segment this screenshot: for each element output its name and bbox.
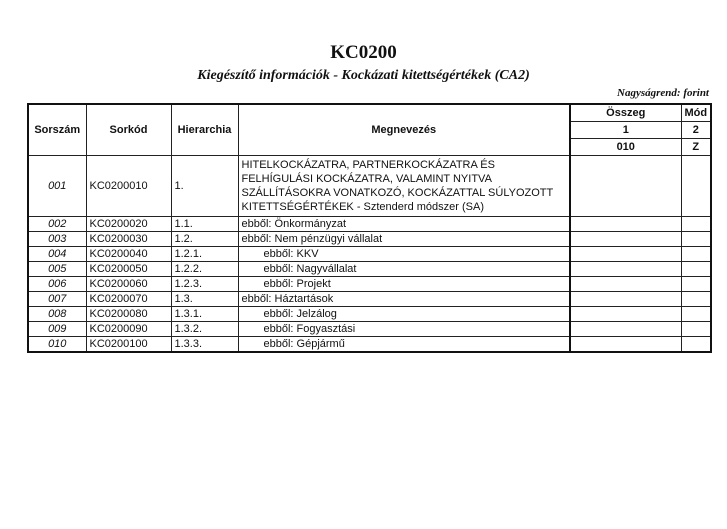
row-mod-value[interactable] [681,262,711,277]
row-sorszam: 008 [28,307,86,322]
row-sorkod: KC0200040 [86,247,171,262]
row-mod-value[interactable] [681,277,711,292]
unit-label: Nagyságrend: forint [617,87,709,99]
row-hierarchia: 1.2.1. [171,247,238,262]
row-sorszam: 007 [28,292,86,307]
row-mod-value[interactable] [681,217,711,232]
header-hierarchia: Hierarchia [171,104,238,156]
row-mod-value[interactable] [681,292,711,307]
row-sorszam: 006 [28,277,86,292]
header-mod-code: Z [681,139,711,156]
row-sorszam: 004 [28,247,86,262]
row-sorszam: 009 [28,322,86,337]
page-title: KC0200 [330,42,397,63]
table-row [28,337,711,353]
row-megnevezes: ebből: Háztartások [238,292,570,307]
row-osszeg-value[interactable] [570,277,681,292]
row-osszeg-value[interactable] [570,292,681,307]
row-hierarchia: 1.3.2. [171,322,238,337]
row-osszeg-value[interactable] [570,262,681,277]
row-mod-value[interactable] [681,247,711,262]
row-megnevezes: ebből: Nagyvállalat [238,262,570,277]
header-sorszam: Sorszám [28,104,86,156]
header-megnevezes: Megnevezés [238,104,570,156]
table-row [28,307,711,322]
table-row [28,277,711,292]
table-row [28,156,711,217]
report-table [27,103,712,353]
row-megnevezes: ebből: Nem pénzügyi vállalat [238,232,570,247]
row-mod-value[interactable] [681,232,711,247]
row-sorkod: KC0200050 [86,262,171,277]
row-megnevezes: ebből: KKV [238,247,570,262]
table-row [28,232,711,247]
row-osszeg-value[interactable] [570,247,681,262]
row-sorszam: 002 [28,217,86,232]
row-sorkod: KC0200030 [86,232,171,247]
row-sorkod: KC0200020 [86,217,171,232]
row-megnevezes: ebből: Önkormányzat [238,217,570,232]
header-mod: Mód [681,104,711,122]
row-mod-value[interactable] [681,322,711,337]
row-sorkod: KC0200080 [86,307,171,322]
table-row [28,262,711,277]
row-osszeg-value[interactable] [570,156,681,217]
row-hierarchia: 1.2.3. [171,277,238,292]
table-row [28,247,711,262]
row-hierarchia: 1.2. [171,232,238,247]
row-mod-value[interactable] [681,337,711,353]
row-megnevezes: HITELKOCKÁZATRA, PARTNERKOCKÁZATRA ÉS FELHÍGULÁSI KOCKÁZATRA, VALAMINT NYITVA SZÁLLÍTÁSOKRA VONATKOZÓ, KOCKÁZATTAL SÚLYOZOTT KITETTSÉGÉRTÉKEK - Sztenderd módszer (SA) [238,156,570,217]
row-sorszam: 010 [28,337,86,353]
header-osszeg-col: 1 [570,122,681,139]
row-sorkod: KC0200090 [86,322,171,337]
row-sorkod: KC0200010 [86,156,171,217]
row-sorkod: KC0200070 [86,292,171,307]
row-hierarchia: 1.2.2. [171,262,238,277]
row-sorkod: KC0200100 [86,337,171,353]
row-osszeg-value[interactable] [570,232,681,247]
row-mod-value[interactable] [681,156,711,217]
table-row [28,217,711,232]
row-osszeg-value[interactable] [570,307,681,322]
row-sorszam: 001 [28,156,86,217]
row-hierarchia: 1.3. [171,292,238,307]
row-hierarchia: 1.3.1. [171,307,238,322]
row-mod-value[interactable] [681,307,711,322]
row-hierarchia: 1. [171,156,238,217]
row-sorszam: 003 [28,232,86,247]
table-row [28,322,711,337]
row-megnevezes: ebből: Jelzálog [238,307,570,322]
row-megnevezes: ebből: Projekt [238,277,570,292]
row-megnevezes: ebből: Fogyasztási [238,322,570,337]
row-osszeg-value[interactable] [570,337,681,353]
header-sorkod: Sorkód [86,104,171,156]
page-subtitle: Kiegészítő információk - Kockázati kitettségértékek (CA2) [197,68,530,83]
row-megnevezes: ebből: Gépjármű [238,337,570,353]
row-osszeg-value[interactable] [570,322,681,337]
row-sorszam: 005 [28,262,86,277]
row-osszeg-value[interactable] [570,217,681,232]
row-sorkod: KC0200060 [86,277,171,292]
table-row [28,292,711,307]
header-mod-col: 2 [681,122,711,139]
row-hierarchia: 1.1. [171,217,238,232]
header-osszeg-code: 010 [570,139,681,156]
row-hierarchia: 1.3.3. [171,337,238,353]
header-osszeg: Összeg [570,104,681,122]
